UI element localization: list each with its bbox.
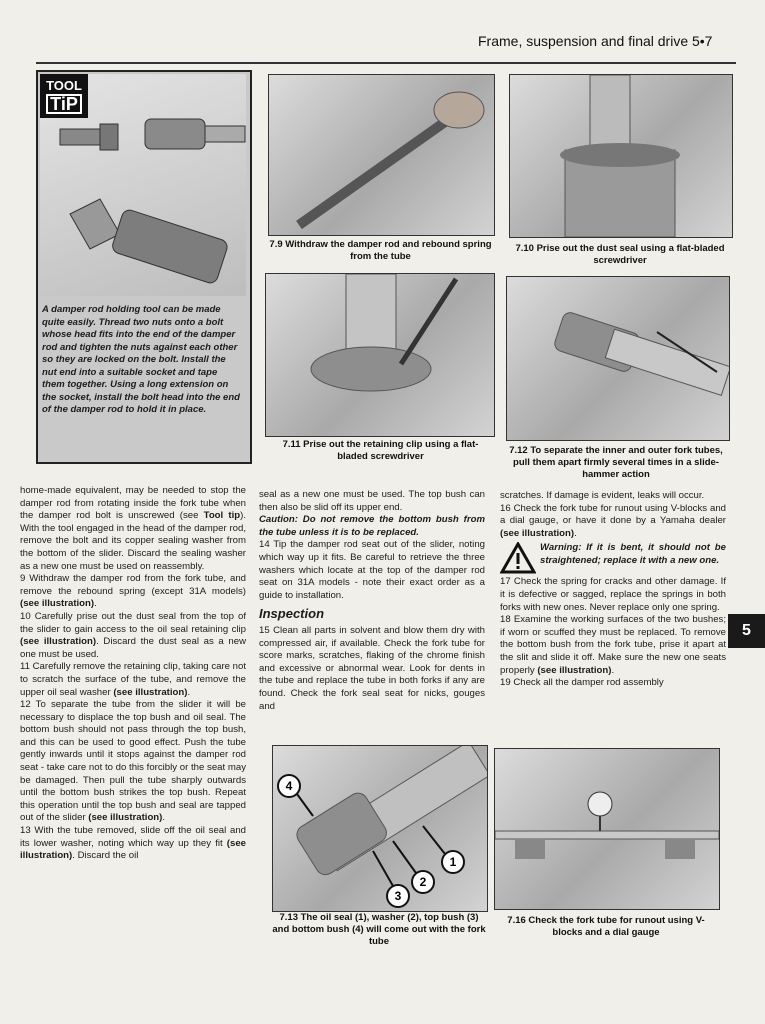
col3-p2-ref: (see illustration) xyxy=(500,527,575,539)
col1-p6: 13 With the tube removed, slide off the oil seal and its lower washer, noting which way up they fit xyxy=(20,825,246,849)
col1-p1-end: ). With the tool engaged in the head of the damper rod, remove the bolt and its copper sealing washer from the bottom of the slider. Discard the sealing washer as a new one must be used on reassembly. xyxy=(20,510,247,572)
warning-block xyxy=(500,542,726,574)
tool-tip-badge xyxy=(40,74,88,118)
caption-7-12: 7.12 To separate the inner and outer fork tubes, pull them apart firmly several times in a slide-hammer action xyxy=(509,445,723,480)
caption-7-11: 7.11 Prise out the retaining clip using a flat-bladed screwdriver xyxy=(282,439,479,462)
col3-p4-ref: (see illustration) xyxy=(537,664,612,676)
callout-1: 1 xyxy=(449,855,457,869)
callout-3: 3 xyxy=(394,889,402,903)
col1-p3-end: . Discard the dust seal as a new one must be used. xyxy=(20,636,246,660)
col3-p2: 16 Check the fork tube for runout using V-blocks and a dial gauge, or have it done by a Yamaha dealer xyxy=(500,502,726,527)
warning-text: Warning: If it is bent, it should not be straightened; replace it with a new one. xyxy=(540,542,726,566)
col1-p4-ref: (see illustration) xyxy=(113,686,188,698)
col1-p3: 10 Carefully prise out the dust seal from the top of the slider to gain access to the oil seal retaining clip xyxy=(20,610,246,635)
text-column-2 xyxy=(259,489,485,713)
col1-p4: 11 Carefully remove the retaining clip, taking care not to scratch the surface of the tube, and remove the upper oil seal washer xyxy=(20,661,246,698)
col1-p2: 9 Withdraw the damper rod from the fork tube, and remove the rebound spring (except 31A models) xyxy=(20,573,246,597)
header-rule xyxy=(36,62,736,64)
col1-p1: home-made equivalent, may be needed to stop the damper rod from rotating inside the fork tube when the damper rod bolt is unscrewed (see xyxy=(20,485,246,522)
callout-2: 2 xyxy=(419,875,427,889)
text-column-3: scratches. If damage is evident, leaks will occur. 16 Check the fork tube for runout using V-blocks and a dial gauge, or have it done by a Yamaha dealer (see illustration). Warning: If it is bent, it should not be straightened; replace it with a new one. 17 Check the spring for cracks and other damage. If it is defective or sagged, replace the springs in both forks with new ones. Never replace only one spring. 18 Examine the working surfaces of the two bushes; if worn or scuffed they must be replaced. To remove the bottom bush from the fork tube, prise it apart at the slit and slide it off. Make sure the new one seats properly (see illustration). 19 Check all the damper rod assembly xyxy=(500,490,726,689)
caution-note: Caution: Do not remove the bottom bush from the tube unless it is to be replaced. xyxy=(259,514,485,538)
photo-7-13 xyxy=(272,745,488,912)
tool-tip-box xyxy=(36,70,252,464)
page-header: Frame, suspension and final drive 5•7 xyxy=(478,33,713,49)
col2-p3: 15 Clean all parts in solvent and blow them dry with compressed air, if available. Check the fork tube for score marks, scratches, flaking of the chrome finish and excessive or abnormal wear. Look for dents in the tube and replace the tube in both forks if any are found. Check the fork seal seat for nicks, gouges and xyxy=(259,624,485,712)
col3-p4: 18 Examine the working surfaces of the two bushes; if worn or scuffed they must be replaced. To remove the bottom bush from the fork tube, prise it apart at the slit and slide it off. Make sure the new one seats properly xyxy=(500,614,726,676)
caption-7-9: 7.9 Withdraw the damper rod and rebound spring from the tube xyxy=(269,239,492,262)
col3-p3: 17 Check the spring for cracks and other damage. If it is defective or sagged, replace the springs in both forks with new ones. Never replace only one spring. xyxy=(500,576,726,613)
tool-tip-badge-line2: TiP xyxy=(46,94,82,114)
col3-p5: 19 Check all the damper rod assembly xyxy=(500,677,664,689)
col3-p1: scratches. If damage is evident, leaks will occur. xyxy=(500,490,705,501)
col2-p2: 14 Tip the damper rod seat out of the slider, noting which way up it fits. Be careful to retrieve the three washers which locate at the top of the damper rod seat on 31A models - note their exact order as a guide to installation. xyxy=(259,539,485,601)
col1-p3-ref: (see illustration) xyxy=(20,636,97,648)
callout-4: 4 xyxy=(285,779,293,793)
photo-7-16 xyxy=(494,748,720,910)
col1-p5-ref: (see illustration) xyxy=(88,812,163,824)
photo-7-9 xyxy=(268,74,495,236)
caption-7-16: 7.16 Check the fork tube for runout using V-blocks and a dial gauge xyxy=(507,915,705,938)
col2-p1: seal as a new one must be used. The top bush can then also be slid off its upper end. xyxy=(259,489,485,513)
caption-7-10: 7.10 Prise out the dust seal using a flat-bladed screwdriver xyxy=(515,243,725,266)
warning-triangle-icon xyxy=(500,542,536,574)
section-tab: 5 xyxy=(728,614,765,648)
photo-7-10 xyxy=(509,74,733,238)
photo-7-11 xyxy=(265,273,495,437)
col1-p6-end: . Discard the oil xyxy=(72,850,139,862)
inspection-heading: Inspection xyxy=(259,606,325,622)
text-column-1: home-made equivalent, may be needed to stop the damper rod from rotating inside the fork tube when the damper rod bolt is unscrewed (see Tool tip). With the tool engaged in the head of the damper rod, remove the bolt and its copper sealing washer from the bottom of the slider. Discard the sealing washer as a new one must be used on reassembly. 9 Withdraw the damper rod from the fork tube, and remove the rebound spring (except 31A models) (see illustration). 10 Carefully prise out the dust seal from the top of the slider to gain access to the oil seal retaining clip (see illustration). Discard the dust seal as a new one must be used. 11 Carefully remove the retaining clip, taking care not to scratch the surface of the tube, and remove the upper oil seal washer (see illustration). 12 To separate the tube from the slider it will be necessary to displace the top bush and oil seal. The bottom bush should not pass through the top bush, and this can be used to good effect. Push the tube gently inwards until it stops against the damper rod seat - take care not to do this forcibly or the seat may be damaged. Then pull the tube sharply outwards until the bottom bush strikes the top bush. Repeat this operation until the top bush and seal are tapped out of the slider (see illustration). 13 With the tube removed, slide off the oil seal and its lower washer, noting which way up they fit (see illustration). Discard the oil xyxy=(20,485,247,862)
caption-7-13: 7.13 The oil seal (1), washer (2), top bush (3) and bottom bush (4) will come out with the fork tube xyxy=(272,912,486,947)
col1-p6-ref: (see illustration) xyxy=(20,837,246,862)
col1-p5: 12 To separate the tube from the slider it will be necessary to displace the top bush and oil seal. The bottom bush should not pass through the top bush, and this can be used to good effect. Push the tube gently inwards until it stops against the damper rod seat - take care not to do this forcibly or the seat may be damaged. Then pull the tube sharply outwards until the bottom bush strikes the top bush. Repeat this operation until the top bush and seal are tapped out of the slider xyxy=(20,699,246,824)
col1-p2-ref: (see illustration) xyxy=(20,598,95,610)
tool-tip-text: A damper rod holding tool can be made quite easily. Thread two nuts onto a bolt whose head fits into the end of the damper rod and tighten the nuts against each other so they are locked on the bolt. Install the nut end into a suitable socket and tape them together. Using a long extension on the socket, install the bolt head into the end of the damper rod to hold it in place. xyxy=(42,304,240,415)
photo-7-12 xyxy=(506,276,730,441)
tool-tip-badge-line1: TOOL xyxy=(46,78,82,93)
col1-p1-ref: Tool tip xyxy=(203,510,241,522)
